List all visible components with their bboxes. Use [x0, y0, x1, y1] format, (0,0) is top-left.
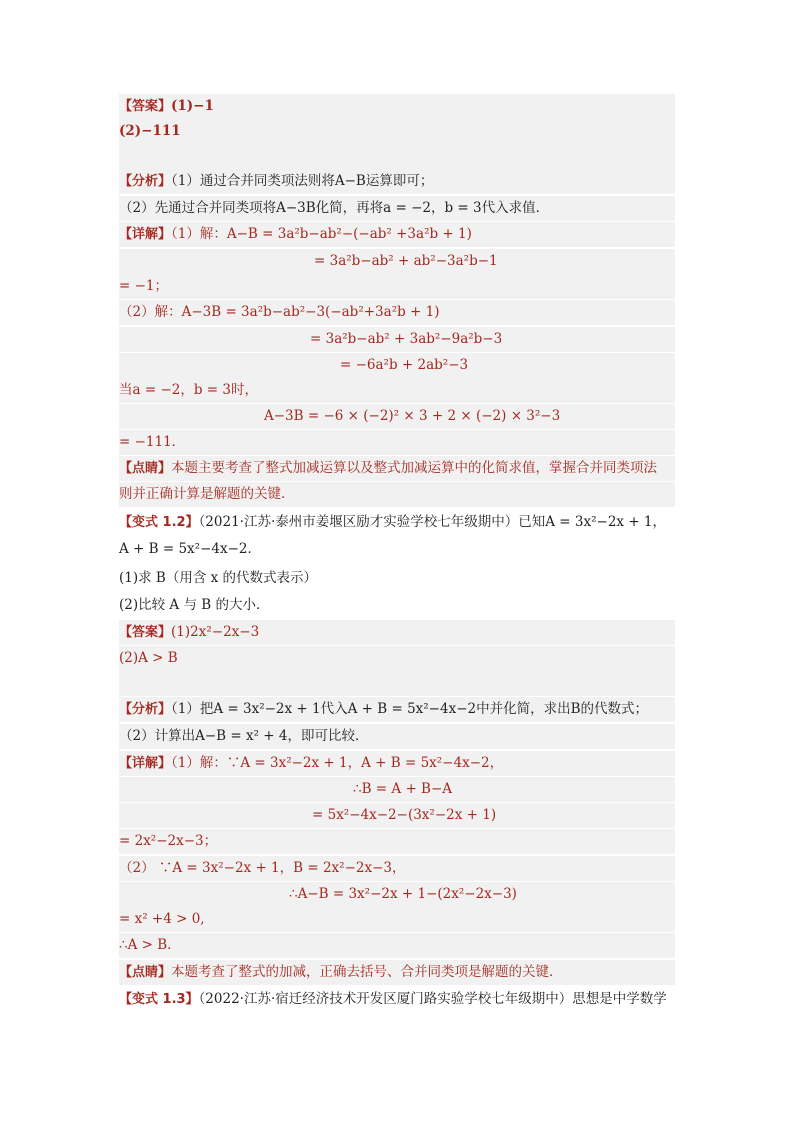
variant-1-2-line-4: [119, 593, 675, 618]
detail-text-4: （2）解：A−3B = 3a²b−ab²−3(−ab²+3a²b + 1): [119, 304, 440, 320]
analysis-tag: 【分析】: [119, 174, 172, 189]
detail-line-8: [119, 404, 675, 429]
detail-line-4: [119, 300, 675, 325]
answer2-line-2: [119, 646, 675, 671]
comment2-text: 本题考查了整式的加减，正确去括号、合并同类项是解题的关键．: [171, 964, 563, 980]
detail-line-9: [119, 430, 675, 455]
comment2-tag: 【点睛】: [119, 965, 172, 980]
detail2-text-6: ∴A−B = 3x²−2x + 1−(2x²−2x−3): [289, 886, 517, 902]
answer2-tag: 【答案】: [119, 625, 172, 640]
answer-line-2: [119, 119, 675, 144]
detail-text-1: （1）解：A−B = 3a²b−ab²−(−ab² +3a²b + 1): [171, 226, 472, 242]
detail2-line-2: [119, 777, 675, 802]
variant-1-2-line-2: [119, 537, 675, 562]
blank-shade-2: [119, 671, 675, 696]
blank-shade: [119, 144, 675, 169]
variant-1-3-line: [119, 987, 675, 1012]
variant-1-3-text: （2022·江苏·宿迁经济技术开发区厦门路实验学校七年级期中）思想是中学数学: [198, 991, 667, 1007]
detail-text-7: 当a = −2，b = 3时，: [119, 382, 258, 398]
answer-line-1: [119, 94, 675, 119]
variant-1-2-text-1: （2021·江苏·泰州市姜堰区励才实验学校七年级期中）已知A = 3x²−2x + 1，: [198, 514, 667, 530]
analysis-line-2: [119, 196, 675, 221]
variant-1-3-tag: 【变式 1.3】: [119, 992, 199, 1007]
detail-text-3: = −1；: [119, 278, 169, 294]
analysis2-text-2: （2）计算出A−B = x² + 4，即可比较．: [119, 728, 369, 744]
detail-text-6: = −6a²b + 2ab²−3: [340, 357, 469, 373]
comment-line-2: [119, 482, 675, 507]
variant-1-2-line-1: [119, 510, 675, 535]
detail-line-2: [119, 249, 675, 274]
detail2-text-7: = x² +4 > 0,: [119, 911, 205, 927]
analysis2-line-1: [119, 697, 675, 722]
answer-part-2: (2)−111: [119, 123, 181, 139]
detail2-text-4: = 2x²−2x−3；: [119, 833, 218, 849]
answer-part-1: (1)−1: [171, 98, 214, 114]
detail-line-7: [119, 378, 675, 403]
analysis2-tag: 【分析】: [119, 702, 172, 717]
detail-line-1: [119, 222, 675, 247]
variant-1-2-line-3: [119, 566, 675, 591]
detail-line-6: [119, 353, 675, 378]
comment2-line: [119, 960, 675, 985]
detail-text-9: = −111．: [119, 434, 186, 450]
comment-line-1: [119, 456, 675, 481]
variant-1-2-text-4: (2)比较 A 与 B 的大小．: [119, 597, 270, 613]
detail2-text-2: ∴B = A + B−A: [353, 781, 453, 797]
detail-line-3: [119, 274, 675, 299]
answer2-line-1: [119, 620, 675, 645]
variant-1-2-text-3: (1)求 B（用含 x 的代数式表示）: [119, 570, 318, 586]
comment-text-1: 本题主要考查了整式加减运算以及整式加减运算中的化简求值，掌握合并同类项法: [171, 460, 658, 476]
detail2-line-6: [119, 882, 675, 907]
variant-1-2-text-2: A + B = 5x²−4x−2．: [119, 541, 261, 557]
detail2-line-8: [119, 933, 675, 958]
detail2-text-3: = 5x²−4x−2−(3x²−2x + 1): [312, 807, 497, 823]
detail2-text-1: （1）解：∵A = 3x²−2x + 1，A + B = 5x²−4x−2，: [171, 755, 504, 771]
detail2-line-5: [119, 856, 675, 881]
variant-1-2-tag: 【变式 1.2】: [119, 515, 199, 530]
analysis-text-2: （2）先通过合并同类项将A−3B化简，再将a = −2，b = 3代入求值．: [119, 200, 550, 216]
detail-text-8: A−3B = −6 × (−2)² × 3 + 2 × (−2) × 3²−3: [264, 408, 561, 424]
answer2-part-2: (2)A > B: [119, 650, 178, 666]
detail2-line-7: [119, 907, 675, 932]
detail-line-5: [119, 327, 675, 352]
detail-text-2: = 3a²b−ab² + ab²−3a²b−1: [314, 253, 498, 269]
detail2-text-5: （2） ∵A = 3x²−2x + 1，B = 2x²−2x−3，: [119, 860, 406, 876]
detail2-line-4: [119, 829, 675, 854]
detail2-line-1: [119, 751, 675, 776]
comment-tag: 【点睛】: [119, 461, 172, 476]
detail2-tag: 【详解】: [119, 756, 172, 771]
detail-tag: 【详解】: [119, 227, 172, 242]
comment-text-2: 则并正确计算是解题的关键．: [119, 486, 295, 502]
analysis-text-1: （1）通过合并同类项法则将A−B运算即可；: [171, 173, 434, 189]
detail2-line-3: [119, 803, 675, 828]
detail-text-5: = 3a²b−ab² + 3ab²−9a²b−3: [310, 331, 503, 347]
analysis2-line-2: [119, 724, 675, 749]
analysis-line-1: [119, 169, 675, 194]
answer-tag: 【答案】: [119, 99, 172, 114]
analysis2-text-1: （1）把A = 3x²−2x + 1代入A + B = 5x²−4x−2中并化简，求出B的代数式；: [171, 701, 649, 717]
answer2-part-1: (1)2x²−2x−3: [171, 624, 260, 640]
detail2-text-8: ∴A > B．: [119, 937, 181, 953]
